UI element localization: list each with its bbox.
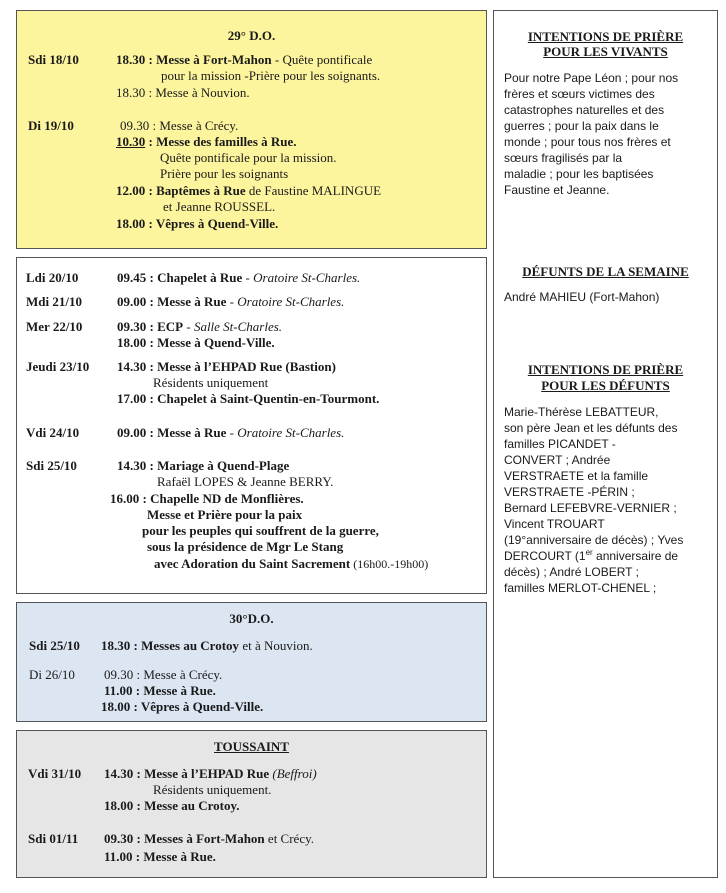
week30-sun-line1: 09.30 : Messe à Crécy. xyxy=(104,667,223,682)
living-line-1: frères et sœurs victimes des xyxy=(504,87,655,101)
dead-line-6: VERSTRAETE -PÉRIN ; xyxy=(504,485,635,499)
toussaint-sat-date: Sdi 01/11 xyxy=(28,831,79,846)
sat25-line1: 14.30 : Mariage à Quend-Plage xyxy=(117,458,290,473)
week29-sat-date: Sdi 18/10 xyxy=(28,52,79,67)
week29-sat-line3: 18.30 : Messe à Nouvion. xyxy=(116,85,250,100)
dead-title-2: POUR LES DÉFUNTS xyxy=(541,378,670,393)
toussaint-sat-line1: 09.30 : Messes à Fort-Mahon et Crécy. xyxy=(104,831,314,846)
living-line-7: Faustine et Jeanne. xyxy=(504,183,610,197)
week30-sun-date: Di 26/10 xyxy=(29,667,75,682)
week29-sat-line1: 18.30 : Messe à Fort-Mahon - Quête pontificale xyxy=(116,52,373,67)
week30-sat-line: 18.30 : Messes au Crotoy et à Nouvion. xyxy=(101,638,313,653)
week29-sun-line4: Prière pour les soignants xyxy=(160,166,289,181)
tue-date: Mdi 21/10 xyxy=(26,294,82,309)
mon-line: 09.45 : Chapelet à Rue - Oratoire St-Charles. xyxy=(117,270,361,285)
wed-line1: 09.30 : ECP - Salle St-Charles. xyxy=(117,319,283,334)
dead-line-11: décès) ; André LOBERT ; xyxy=(504,565,639,579)
toussaint-fri-date: Vdi 31/10 xyxy=(28,766,82,781)
weekdays-panel xyxy=(16,257,487,594)
sidebar-panel xyxy=(493,10,718,878)
week29-sun-line5: 12.00 : Baptêmes à Rue de Faustine MALINGUE xyxy=(116,183,382,198)
sat25-date: Sdi 25/10 xyxy=(26,458,77,473)
week29-sun-line7: 18.00 : Vêpres à Quend-Ville. xyxy=(116,216,279,231)
week29-sun-line6: et Jeanne ROUSSEL. xyxy=(163,199,276,214)
week29-title: 29° D.O. xyxy=(227,28,276,43)
thu-line3: 17.00 : Chapelet à Saint-Quentin-en-Tourmont. xyxy=(117,391,380,406)
week30-sat-date: Sdi 25/10 xyxy=(29,638,80,653)
toussaint-fri-line1: 14.30 : Messe à l’EHPAD Rue (Beffroi) xyxy=(104,766,317,781)
dead-line-9: (19°anniversaire de décès) ; Yves xyxy=(504,533,684,547)
wed-date: Mer 22/10 xyxy=(26,319,83,334)
living-line-5: sœurs fragilisés par la xyxy=(504,151,623,165)
sat25-line7: avec Adoration du Saint Sacrement (16h00.-19h00) xyxy=(154,556,429,571)
tue-line: 09.00 : Messe à Rue - Oratoire St-Charles. xyxy=(117,294,345,309)
living-line-4: monde ; pour tous nos frères et xyxy=(504,135,671,149)
dead-line-1: Marie-Thérèse LEBATTEUR, xyxy=(504,405,659,419)
dead-line-12: familles MERLOT-CHENEL ; xyxy=(504,581,657,595)
sat25-line4: Messe et Prière pour la paix xyxy=(147,507,303,522)
week29-sat-line2: pour la mission -Prière pour les soignants. xyxy=(161,68,381,83)
sat25-line5: pour les peuples qui souffrent de la guerre, xyxy=(142,523,379,538)
living-title-2: POUR LES VIVANTS xyxy=(543,44,668,59)
deceased-week-title: DÉFUNTS DE LA SEMAINE xyxy=(522,264,689,279)
dead-line-4: CONVERT ; Andrée xyxy=(504,453,611,467)
dead-line-8: Vincent TROUART xyxy=(504,517,605,531)
living-line-3: guerres ; pour la paix dans le xyxy=(504,119,659,133)
week30-title: 30°D.O. xyxy=(229,611,274,626)
dead-line-5: VERSTRAETE et la famille xyxy=(504,469,649,483)
sat25-line3: 16.00 : Chapelle ND de Monflières. xyxy=(110,491,304,506)
thu-line1: 14.30 : Messe à l’EHPAD Rue (Bastion) xyxy=(117,359,336,374)
week29-sun-line2: 10.30 : Messe des familles à Rue. xyxy=(116,134,297,149)
dead-line-3: familles PICANDET - xyxy=(504,437,616,451)
dead-line-2: son père Jean et les défunts des xyxy=(504,421,678,435)
thu-line2: Résidents uniquement xyxy=(153,375,269,390)
deceased-week-name: André MAHIEU (Fort-Mahon) xyxy=(504,290,660,304)
toussaint-title: TOUSSAINT xyxy=(214,739,289,754)
living-line-0: Pour notre Pape Léon ; pour nos xyxy=(504,71,679,85)
dead-line-7: Bernard LEFEBVRE-VERNIER ; xyxy=(504,501,677,515)
fri-date: Vdi 24/10 xyxy=(26,425,80,440)
week30-sun-line2: 11.00 : Messe à Rue. xyxy=(104,683,216,698)
dead-line-10: DERCOURT (1er anniversaire de xyxy=(504,548,679,563)
mon-date: Ldi 20/10 xyxy=(26,270,79,285)
living-line-2: catastrophes naturelles et des xyxy=(504,103,665,117)
sat25-line6: sous la présidence de Mgr Le Stang xyxy=(147,539,344,554)
dead-title-1: INTENTIONS DE PRIÈRE xyxy=(527,362,684,377)
week30-sun-line3: 18.00 : Vêpres à Quend-Ville. xyxy=(101,699,264,714)
toussaint-panel xyxy=(16,730,487,878)
week29-panel xyxy=(16,10,487,249)
week29-sun-line1: 09.30 : Messe à Crécy. xyxy=(120,118,239,133)
sat25-line2: Rafaël LOPES & Jeanne BERRY. xyxy=(157,474,334,489)
week29-sun-line3: Quête pontificale pour la mission. xyxy=(160,150,337,165)
week29-sun-date: Di 19/10 xyxy=(28,118,74,133)
toussaint-sat-line2: 11.00 : Messe à Rue. xyxy=(104,849,216,864)
toussaint-fri-line3: 18.00 : Messe au Crotoy. xyxy=(104,798,240,813)
thu-date: Jeudi 23/10 xyxy=(26,359,90,374)
wed-line2: 18.00 : Messe à Quend-Ville. xyxy=(117,335,275,350)
toussaint-fri-line2: Résidents uniquement. xyxy=(153,782,272,797)
living-line-6: maladie ; pour les baptisées xyxy=(504,167,654,181)
fri-line: 09.00 : Messe à Rue - Oratoire St-Charles. xyxy=(117,425,345,440)
week30-panel xyxy=(16,602,487,722)
living-title-1: INTENTIONS DE PRIÈRE xyxy=(527,29,684,44)
